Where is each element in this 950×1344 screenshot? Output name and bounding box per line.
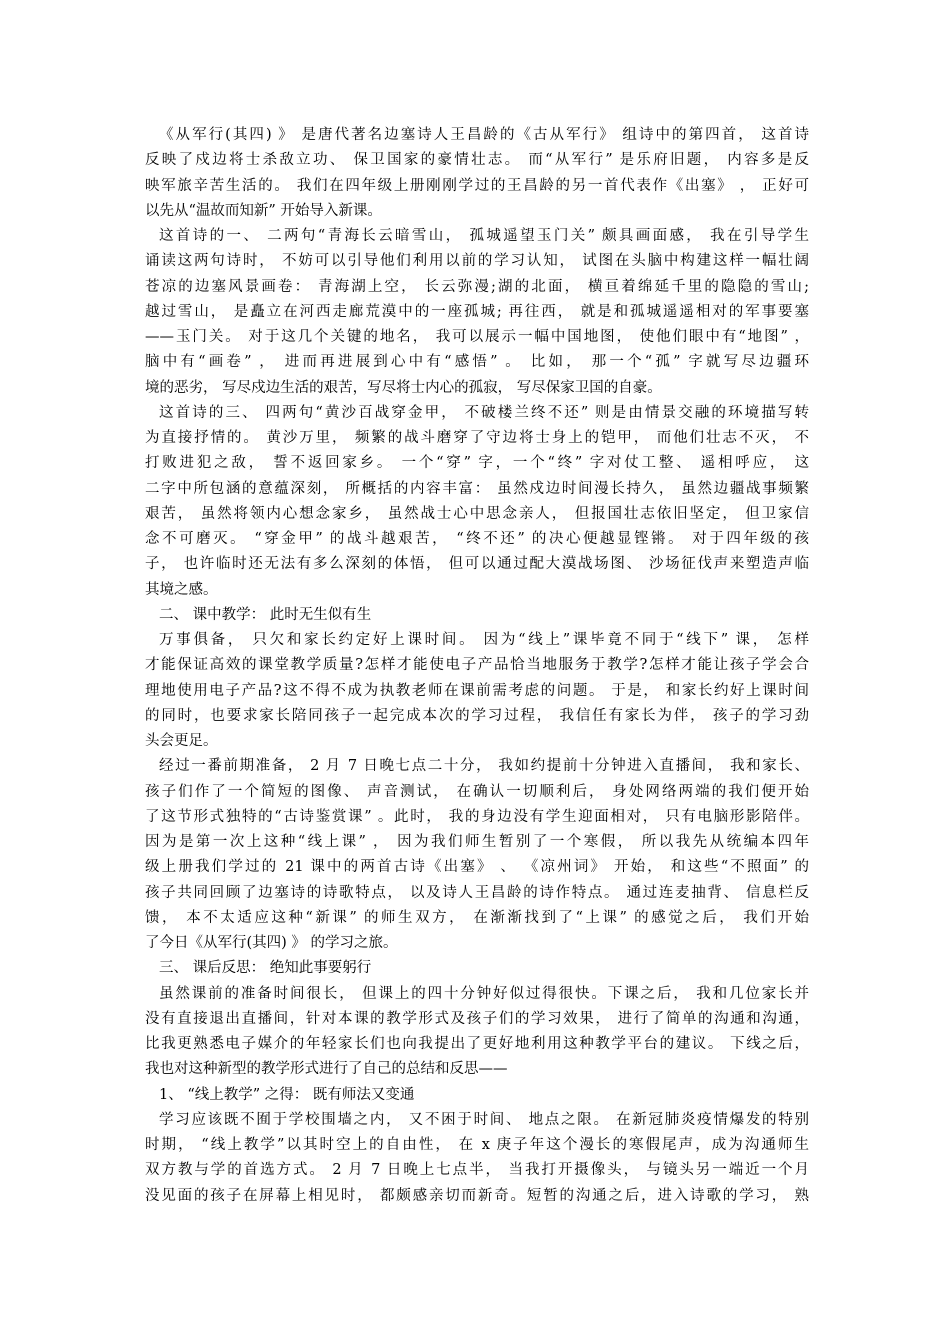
paragraph-line: 了这节形式独特的“古诗鉴赏课” 。此时， 我的身边没有学生迎面相对， 只有电脑形影陪伴。: [145, 808, 809, 825]
paragraph-line: 比我更熟悉电子媒介的年轻家长们也向我提出了更好地利用这种教学平台的建议。 下线之后，: [145, 1036, 809, 1052]
paragraph-line: 艰苦， 虽然将领内心想念家乡， 虽然战士心中思念亲人， 但报国壮志依旧坚定， 但卫家信: [145, 505, 809, 522]
paragraph-line: 脑中有“画卷” ， 进而再进展到心中有“感悟” 。 比如， 那一个“孤” 字就写尽边疆环: [145, 354, 809, 371]
paragraph-line: 我也对这种新型的教学形式进行了自己的总结和反思——: [145, 1061, 508, 1078]
section-heading: 二、 课中教学： 此时无生似有生: [159, 606, 372, 623]
paragraph-line: 时期， “线上教学”以其时空上的自由性， 在 x 庚子年这个漫长的寒假尾声，成为沟通师生: [145, 1137, 809, 1153]
section-heading: 1、 “线上教学” 之得： 既有师法又变通: [159, 1086, 415, 1103]
paragraph-line: 诵读这两句诗时， 不妨可以引导他们利用以前的学习认知， 试图在头脑中构建这样一幅壮阔: [145, 253, 809, 270]
paragraph-line: 没有直接退出直播间，针对本课的教学形式及孩子们的学习效果， 进行了简单的沟通和沟通，: [145, 1010, 809, 1027]
paragraph-line: 万事俱备， 只欠和家长约定好上课时间。 因为“线上”课毕竟不同于“线下” 课， 怎样: [159, 632, 809, 648]
paragraph-line: 没见面的孩子在屏幕上相见时， 都颇感亲切而新奇。短暂的沟通之后，进入诗歌的学习， 熟: [145, 1187, 809, 1204]
paragraph-line: 馈， 本不太适应这种“新课” 的师生双方， 在渐渐找到了“上课” 的感觉之后， 我们开始: [145, 909, 809, 926]
document-page: [145, 123, 809, 1209]
paragraph-line: ——玉门关。 对于这几个关键的地名， 我可以展示一幅中国地图， 使他们眼中有“地图” ，: [145, 329, 809, 345]
paragraph-line: 《从军行(其四) 》 是唐代著名边塞诗人王昌龄的《古从军行》 组诗中的第四首， 这首诗: [159, 127, 809, 143]
paragraph-line: 经过一番前期准备， 2 月 7 日晚七点二十分， 我如约提前十分钟进入直播间， 我和家长、: [159, 758, 809, 775]
paragraph-line: 双方教与学的首选方式。 2 月 7 日晚上七点半， 当我打开摄像头， 与镜头另一端近一个月: [145, 1162, 809, 1179]
section-heading: 三、 课后反思： 绝知此事要躬行: [159, 960, 372, 977]
paragraph-line: 子， 也许临时还无法有多么深刻的体悟， 但可以通过配大漠战场图、 沙场征伐声来塑造声临: [145, 556, 809, 573]
paragraph-line: 才能保证高效的课堂教学质量?怎样才能使电子产品恰当地服务于教学?怎样才能让孩子学会合: [145, 657, 809, 674]
paragraph-line: 学习应该既不囿于学校围墙之内， 又不困于时间、 地点之限。 在新冠肺炎疫情爆发的特别: [159, 1111, 809, 1128]
paragraph-line: 这首诗的三、 四两句“黄沙百战穿金甲， 不破楼兰终不还” 则是由情景交融的环境描写转: [159, 404, 809, 421]
paragraph-line: 理地使用电子产品?这不得不成为执教老师在课前需考虑的问题。 于是， 和家长约好上课时间: [145, 682, 809, 699]
paragraph-line: 打败进犯之敌， 誓不返回家乡。 一个“穿” 字，一个“终” 字对仗工整、 遥相呼应， 这: [145, 455, 809, 472]
paragraph-line: 孩子共同回顾了边塞诗的诗歌特点， 以及诗人王昌龄的诗作特点。 通过连麦抽背、 信息栏反: [145, 884, 809, 901]
paragraph-line: 了今日《从军行(其四) 》 的学习之旅。: [145, 935, 398, 951]
paragraph-line: 苍凉的边塞风景画卷： 青海湖上空， 长云弥漫;湖的北面， 横亘着绵延千里的隐隐的雪山;: [145, 278, 809, 295]
paragraph-line: 越过雪山， 是矗立在河西走廊荒漠中的一座孤城; 再往西， 就是和孤城遥遥相对的军事要塞: [145, 303, 809, 320]
paragraph-line: 念不可磨灭。 “穿金甲” 的战斗越艰苦， “终不还” 的决心便越显铿锵。 对于四年级的孩: [145, 531, 809, 547]
paragraph-line: 映军旅辛苦生活的。 我们在四年级上册刚刚学过的王昌龄的另一首代表作《出塞》 ， 正好可: [145, 177, 809, 194]
paragraph-line: 为直接抒情的。 黄沙万里， 频繁的战斗磨穿了守边将士身上的铠甲， 而他们壮志不灭， 不: [145, 430, 809, 446]
paragraph-line: 以先从“温故而知新” 开始导入新课。: [145, 202, 382, 219]
paragraph-line: 的同时，也要求家长陪同孩子一起完成本次的学习过程， 我信任有家长为伴， 孩子的学习劲: [145, 707, 809, 724]
paragraph-line: 头会更足。: [145, 733, 218, 749]
paragraph-line: 因为是第一次上这种“线上课” ， 因为我们师生暂别了一个寒假， 所以我先从统编本四年: [145, 834, 809, 850]
paragraph-line: 级上册我们学过的 21 课中的两首古诗《出塞》 、 《凉州词》 开始， 和这些“不照面” 的: [145, 859, 809, 876]
paragraph-line: 反映了戍边将士杀敌立功、 保卫国家的豪情壮志。 而“从军行” 是乐府旧题， 内容多是反: [145, 152, 809, 169]
paragraph-line: 孩子们作了一个简短的图像、 声音测试， 在确认一切顺利后， 身处网络两端的我们便开始: [145, 783, 809, 800]
paragraph-line: 虽然课前的准备时间很长， 但课上的四十分钟好似过得很快。下课之后， 我和几位家长并: [159, 985, 809, 1002]
paragraph-line: 其境之感。: [145, 581, 218, 598]
paragraph-line: 二字中所包涵的意蕴深刻， 所概括的内容丰富： 虽然戍边时间漫长持久， 虽然边疆战事频繁: [145, 480, 809, 497]
paragraph-line: 这首诗的一、 二两句“青海长云暗雪山， 孤城遥望玉门关” 颇具画面感， 我在引导学生: [159, 228, 809, 244]
paragraph-line: 境的恶劣， 写尽戍边生活的艰苦，写尽将士内心的孤寂， 写尽保家卫国的自豪。: [145, 379, 662, 396]
